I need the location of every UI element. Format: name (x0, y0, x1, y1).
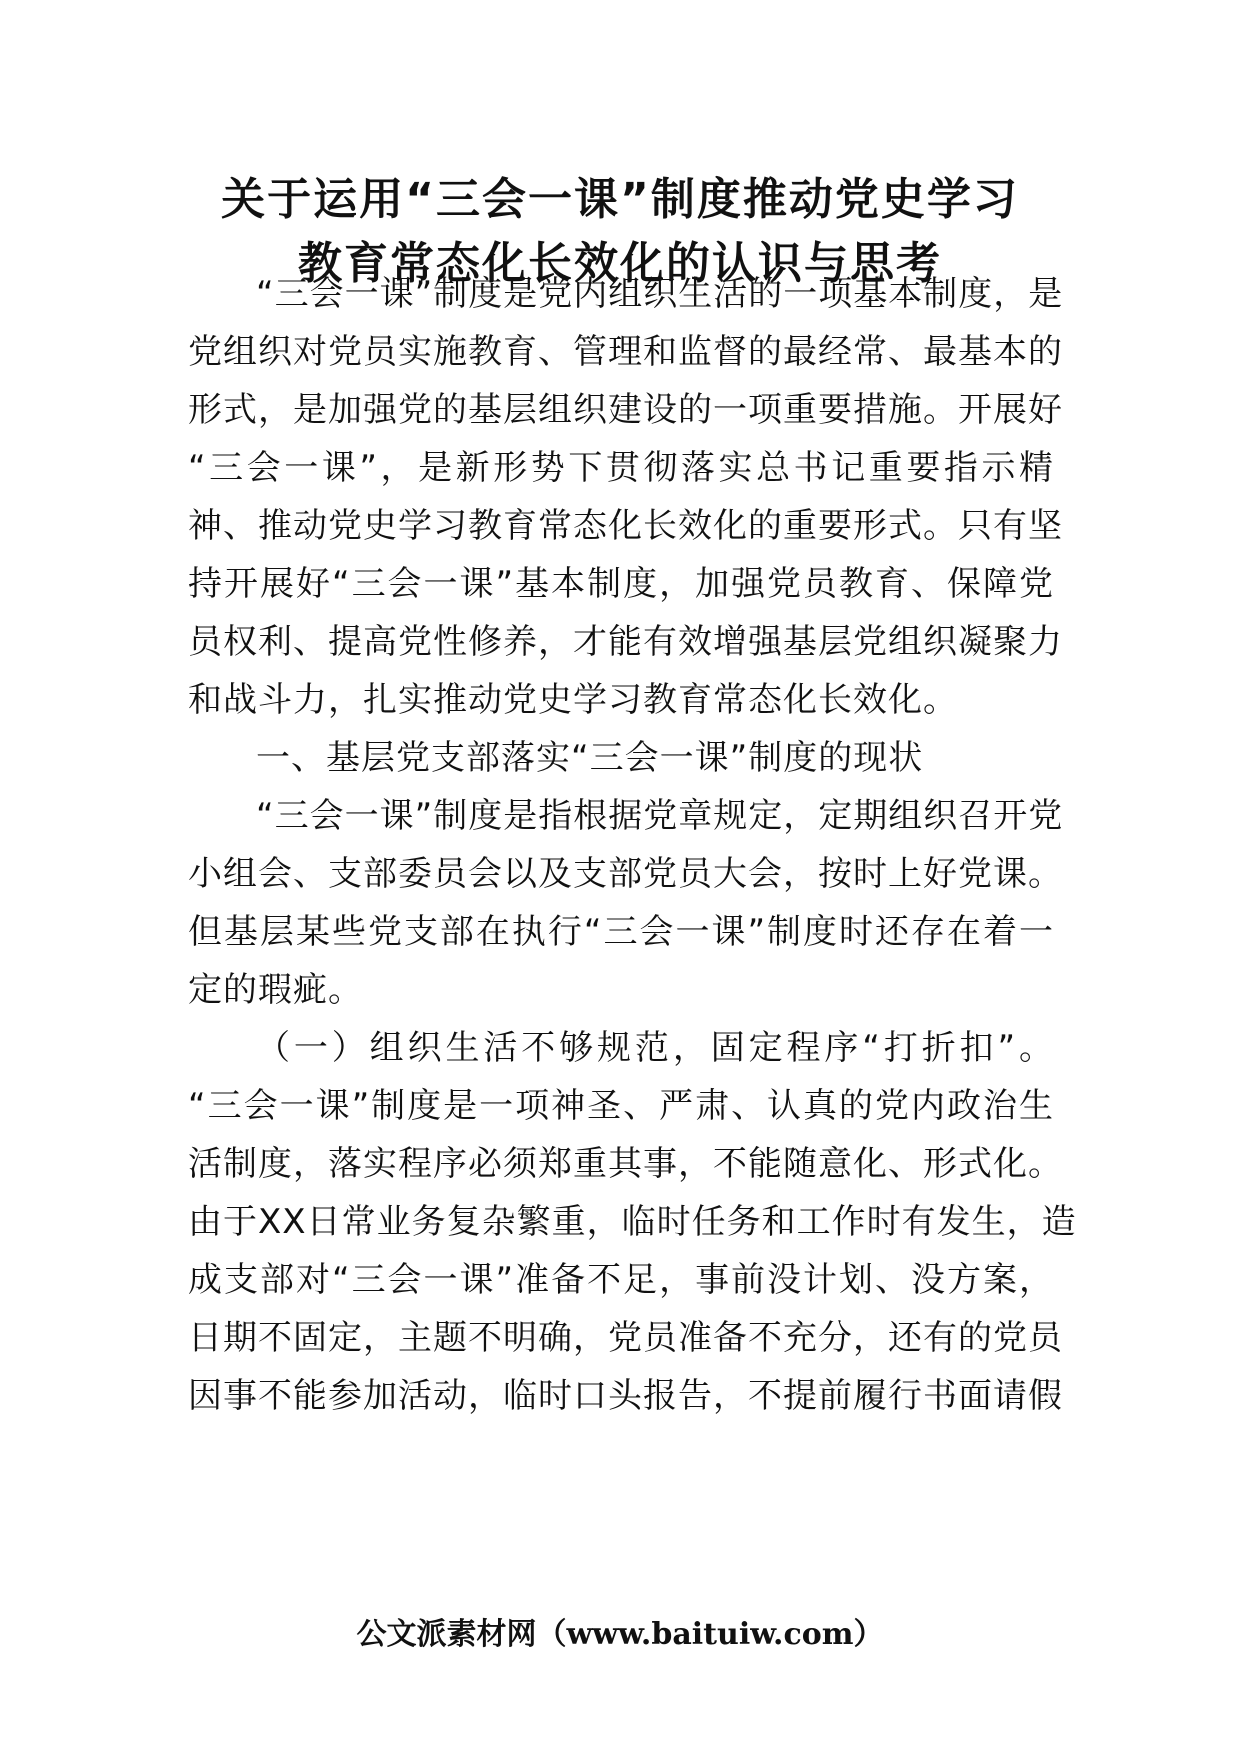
paragraph-line: 因事不能参加活动，临时口头报告，不提前履行书面请假 (188, 1376, 1063, 1416)
paragraph-line: 持开展好“三会一课”基本制度，加强党员教育、保障党 (188, 564, 1054, 604)
paragraph-line: （一）组织生活不够规范，固定程序“打折扣”。 (256, 1028, 1054, 1068)
paragraph-line: “三会一课”制度是一项神圣、严肃、认真的党内政治生 (188, 1086, 1054, 1126)
document-title-line-1: 关于运用“三会一课”制度推动党史学习 (221, 174, 1019, 225)
paragraph-line: “三会一课”制度是党内组织生活的一项基本制度，是 (256, 274, 1064, 314)
paragraph-line: 小组会、支部委员会以及支部党员大会，按时上好党课。 (188, 854, 1063, 894)
paragraph-line: 员权利、提高党性修养，才能有效增强基层党组织凝聚力 (188, 622, 1063, 662)
paragraph-line: “三会一课”制度是指根据党章规定，定期组织召开党 (256, 796, 1064, 836)
paragraph-line: 成支部对“三会一课”准备不足，事前没计划、没方案， (188, 1260, 1054, 1300)
document-title-line-2: 教育常态化长效化的认识与思考 (298, 238, 942, 289)
paragraph-line: 但基层某些党支部在执行“三会一课”制度时还存在着一 (188, 912, 1054, 952)
paragraph-line: “三会一课”，是新形势下贯彻落实总书记重要指示精 (188, 448, 1054, 488)
paragraph-line: 定的瑕疵。 (188, 970, 363, 1010)
paragraph-line: 和战斗力，扎实推动党史学习教育常态化长效化。 (188, 680, 958, 720)
section-heading: 一、基层党支部落实“三会一课”制度的现状 (256, 738, 924, 778)
page-footer: 公文派素材网（www.baituiw.com） (356, 1617, 884, 1652)
paragraph-line: 由于XX日常业务复杂繁重，临时任务和工作时有发生，造 (188, 1202, 1077, 1242)
paragraph-line: 神、推动党史学习教育常态化长效化的重要形式。只有坚 (188, 506, 1063, 546)
paragraph-line: 形式，是加强党的基层组织建设的一项重要措施。开展好 (188, 390, 1063, 430)
paragraph-line: 党组织对党员实施教育、管理和监督的最经常、最基本的 (188, 332, 1063, 372)
paragraph-line: 日期不固定，主题不明确，党员准备不充分，还有的党员 (188, 1318, 1063, 1358)
paragraph-line: 活制度，落实程序必须郑重其事，不能随意化、形式化。 (188, 1144, 1063, 1184)
